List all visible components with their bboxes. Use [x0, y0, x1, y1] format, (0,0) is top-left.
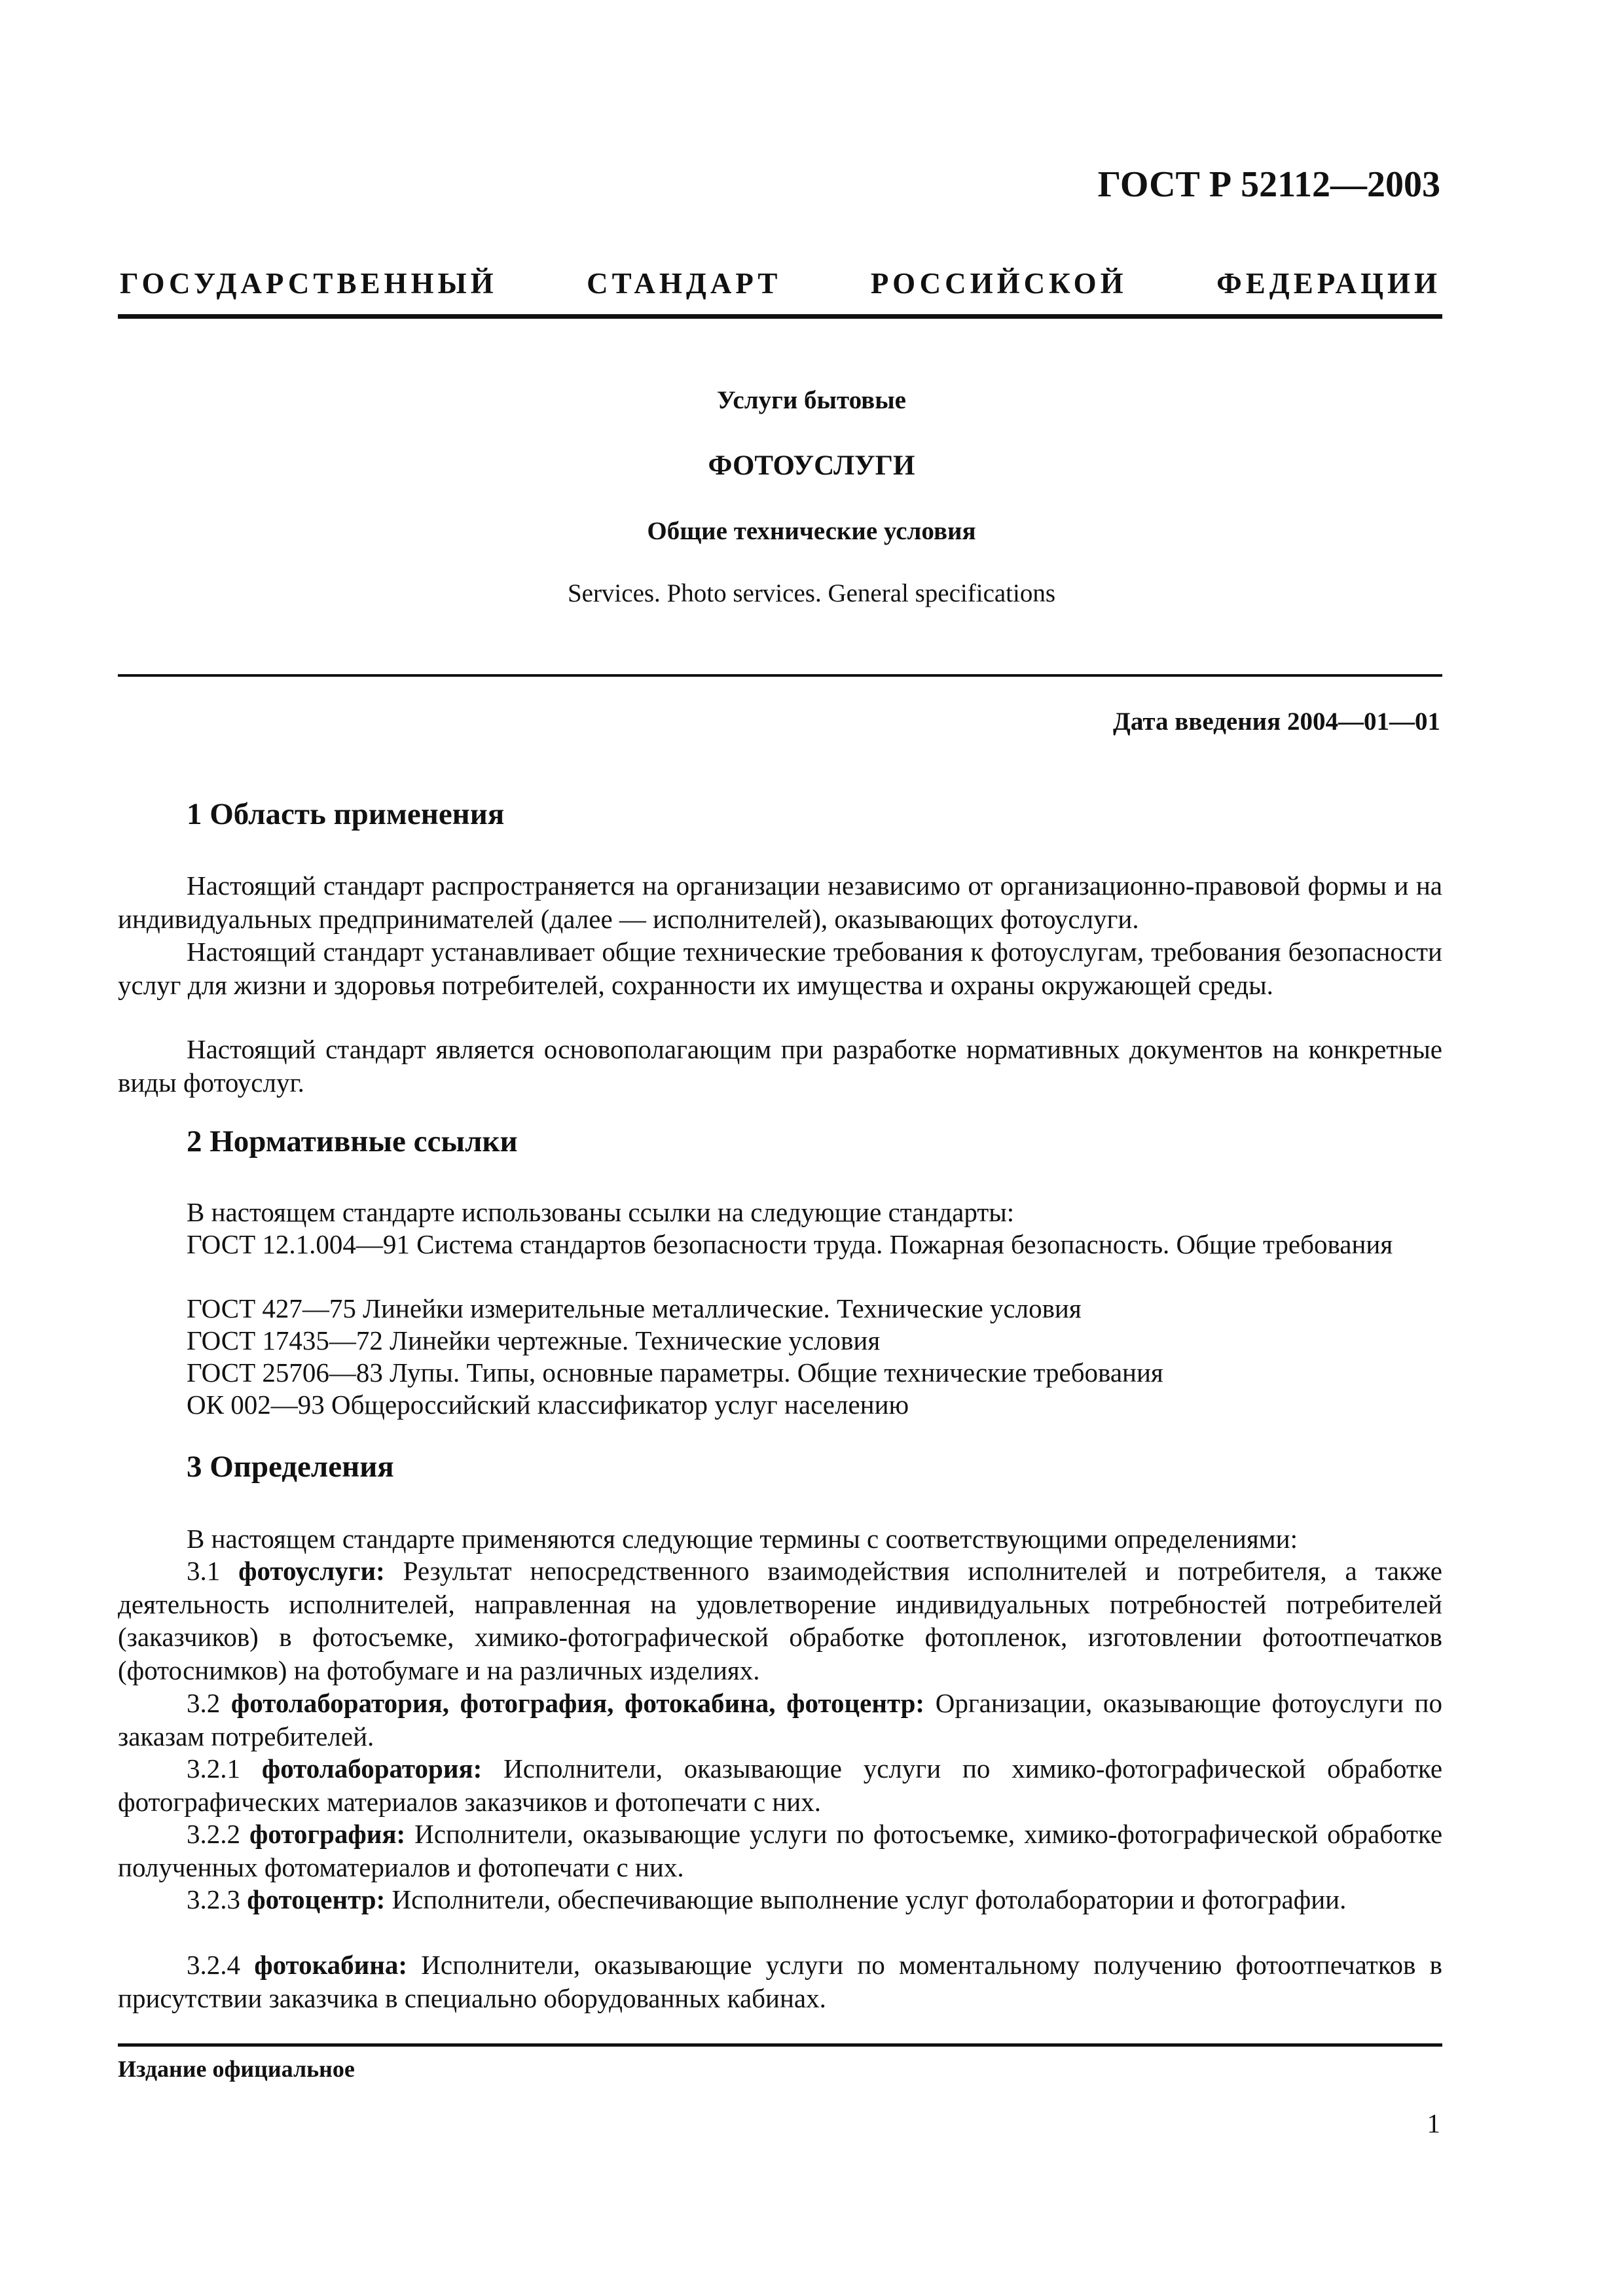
section-3-heading: 3 Определения — [187, 1450, 394, 1484]
title-subtitle: Общие технические условия — [647, 517, 976, 545]
state-standard-banner: ГОСУДАРСТВЕННЫЙ СТАНДАРТ РОССИЙСКОЙ ФЕДЕРАЦИИ — [120, 267, 1441, 300]
definition-text: Исполнители, оказывающие услуги по моментальному получению фотоотпечатков в присутствии заказчика в специально оборудованных кабинах. — [118, 1950, 1443, 2013]
definition-item — [118, 1687, 1442, 1753]
definition-text: Результат непосредственного взаимодействия исполнителей и потребителя, а также деятельность исполнителей, направленная на удовлетворение индивидуальных потребностей потребителей (заказчиков) в фотосъемке, химико-фотографической обработке фотопленок, изготовлении фотоотпечатков (фотоснимков) на фотобумаге и на различных изделиях. — [118, 1556, 1443, 1685]
title-category: Услуги бытовые — [717, 386, 906, 414]
definition-number: 3.2 — [187, 1688, 221, 1718]
introduction-date: Дата введения 2004—01—01 — [1113, 708, 1440, 736]
definition-term: фотолаборатория: — [261, 1753, 483, 1784]
definition-term: фотокабина: — [254, 1950, 408, 1980]
page-number: 1 — [1427, 2108, 1440, 2138]
definition-text: Исполнители, оказывающие услуги по фотосъемке, химико-фотографической обработке полученных фотоматериалов и фотопечати с них. — [118, 1819, 1443, 1882]
definition-number: 3.2.2 — [187, 1819, 240, 1849]
title-main: ФОТОУСЛУГИ — [708, 450, 915, 481]
reference-item: ГОСТ 17435—72 Линейки чертежные. Технические условия — [187, 1325, 881, 1355]
section-1-heading: 1 Область применения — [187, 797, 505, 831]
section-1-paragraph: Настоящий стандарт является основополагающим при разработке нормативных документов на конкретные виды фотоуслуг. — [118, 1034, 1442, 1098]
definition-term: фотография: — [249, 1819, 406, 1849]
definition-text: Организации, оказывающие фотоуслуги по заказам потребителей. — [118, 1688, 1442, 1751]
section-1-paragraph: Настоящий стандарт устанавливает общие технические требования к фотоуслугам, требования безопасности услуг для жизни и здоровья потребителей, сохранности их имущества и охраны окружающей среды. — [118, 937, 1442, 1000]
definition-item — [118, 1948, 1442, 2015]
definition-text: Исполнители, обеспечивающие выполнение услуг фотолаборатории и фотографии. — [392, 1884, 1347, 1914]
definition-text: Исполнители, оказывающие услуги по химико-фотографической обработке фотографических материалов заказчиков и фотопечати с них. — [118, 1753, 1443, 1817]
definition-item — [118, 1883, 1442, 1916]
section-2-heading: 2 Нормативные ссылки — [187, 1124, 518, 1158]
reference-item: ГОСТ 427—75 Линейки измерительные металлические. Технические условия — [187, 1293, 1082, 1323]
reference-item: ОК 002—93 Общероссийский классификатор услуг населению — [187, 1390, 909, 1420]
definition-term: фотолаборатория, фотография, фотокабина, фотоцентр: — [230, 1688, 925, 1718]
footer-rule — [118, 2043, 1442, 2047]
definition-item — [118, 1752, 1442, 1818]
definition-number: 3.2.4 — [187, 1950, 240, 1980]
definition-item — [118, 1554, 1442, 1687]
reference-item: ГОСТ 25706—83 Лупы. Типы, основные параметры. Общие технические требования — [187, 1357, 1163, 1388]
definition-number: 3.2.1 — [187, 1753, 240, 1784]
section-2-intro: В настоящем стандарте использованы ссылки на следующие стандарты: — [187, 1197, 1015, 1227]
definition-term: фотоуслуги: — [238, 1556, 385, 1586]
definition-number: 3.1 — [187, 1556, 221, 1586]
definition-item — [118, 1818, 1442, 1884]
definition-number: 3.2.3 — [187, 1884, 240, 1914]
reference-item: ГОСТ 12.1.004—91 Система стандартов безопасности труда. Пожарная безопасность. Общие требования — [187, 1229, 1393, 1259]
definition-term: фотоцентр: — [247, 1884, 386, 1914]
title-english: Services. Photo services. General specifications — [567, 579, 1056, 607]
section-3-intro: В настоящем стандарте применяются следующие термины с соответствующими определениями: — [187, 1524, 1298, 1554]
official-edition-label: Издание официальное — [118, 2056, 355, 2082]
section-1-paragraph: Настоящий стандарт распространяется на организации независимо от организационно-правовой формы и на индивидуальных предпринимателей (далее — исполнителей), оказывающих фотоуслуги. — [118, 870, 1442, 934]
title-rule — [118, 674, 1442, 677]
header-rule — [118, 314, 1442, 319]
document-number: ГОСТ Р 52112—2003 — [1097, 164, 1440, 205]
